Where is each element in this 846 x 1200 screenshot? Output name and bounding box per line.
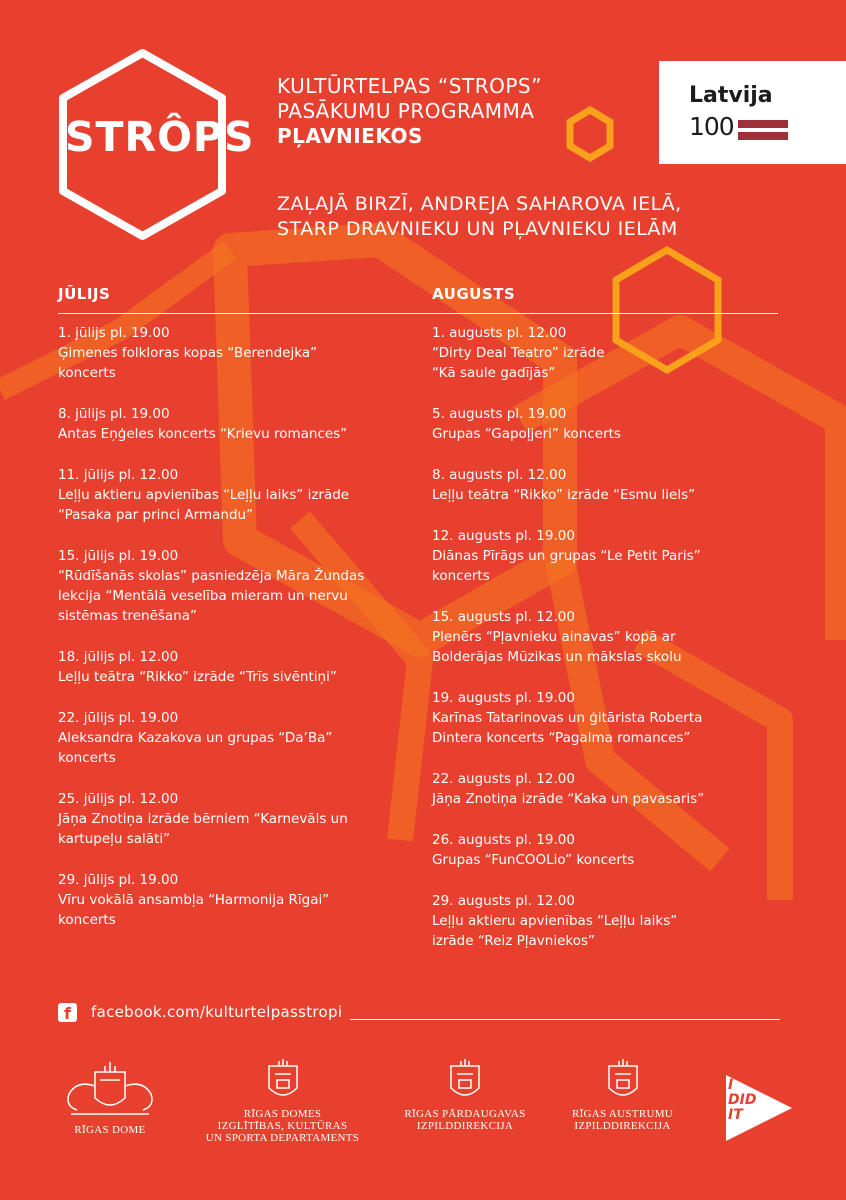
event-date: 8. augusts pl. 12.00 — [432, 467, 567, 483]
event-date: 8. jūlijs pl. 19.00 — [58, 406, 170, 422]
event-item — [58, 870, 423, 930]
strops-logo-text: STRÔPS — [65, 113, 255, 161]
august-events-list — [432, 323, 797, 972]
event-description: kartupeļu salāti” — [58, 831, 171, 847]
event-date: 22. augusts pl. 12.00 — [432, 771, 575, 787]
facebook-icon: f — [58, 1003, 77, 1022]
facebook-row — [58, 1002, 780, 1024]
event-description: koncerts — [58, 750, 116, 766]
event-description: “Rūdīšanās skolas” pasniedzēja Māra Žundas — [58, 568, 365, 584]
page-title — [277, 74, 637, 149]
event-date: 12. augusts pl. 19.00 — [432, 528, 575, 544]
event-description: lekcija “Mentālā veselība mieram un nervu — [58, 588, 348, 604]
address-line-1: ZAĻAJĀ BIRZĪ, ANDREJA SAHAROVA IELĀ, — [277, 193, 682, 215]
sponsor-name-line: RĪGAS DOMES — [243, 1108, 322, 1120]
event-item — [58, 546, 423, 626]
event-description: Grupas “FunCOOLio” koncerts — [432, 852, 635, 868]
event-description: koncerts — [432, 568, 490, 584]
event-description: Aleksandra Kazakova un grupas “Da’Ba” — [58, 730, 333, 746]
sponsor-name-line: IZGLĪTĪBAS, KULTŪRAS — [217, 1120, 348, 1132]
sponsor-pardaugava — [380, 1058, 550, 1132]
event-description: Grupas “Gapoļjeri” koncerts — [432, 426, 621, 442]
event-item — [432, 323, 797, 383]
event-item — [432, 404, 797, 444]
event-date: 22. jūlijs pl. 19.00 — [58, 710, 179, 726]
event-item — [432, 607, 797, 667]
latvian-flag-icon — [738, 120, 788, 141]
event-description: Dintera koncerts “Pagalma romances” — [432, 730, 691, 746]
event-item — [58, 647, 423, 687]
event-item — [58, 789, 423, 849]
address-line-2: STARP DRAVNIEKU UN PĻAVNIEKU IELĀM — [277, 218, 678, 240]
event-date: 26. augusts pl. 19.00 — [432, 832, 575, 848]
event-date: 18. jūlijs pl. 12.00 — [58, 649, 179, 665]
event-item — [432, 465, 797, 505]
event-item — [58, 708, 423, 768]
event-description: Leļļu teātra “Rikko” izrāde “Trīs sivēntiņi” — [58, 669, 337, 685]
event-description: “Dirty Deal Teatro” izrāde — [432, 345, 605, 361]
event-description: “Pasaka par princi Armandu” — [58, 507, 254, 523]
event-item — [58, 404, 423, 444]
column-divider — [58, 313, 778, 314]
event-description: Plenērs “Pļavnieku ainavas” kopā ar — [432, 629, 676, 645]
event-date: 19. augusts pl. 19.00 — [432, 690, 575, 706]
event-description: Jāņa Znotiņa izrāde bērniem “Karnevāls un — [58, 811, 348, 827]
latvija-100-logo — [659, 61, 846, 164]
event-description: koncerts — [58, 912, 116, 928]
event-date: 11. jūlijs pl. 12.00 — [58, 467, 179, 483]
sponsor-riga-dome — [50, 1058, 170, 1136]
august-heading: AUGUSTS — [432, 285, 516, 303]
event-description: Antas Eņģeles koncerts “Krievu romances” — [58, 426, 348, 442]
event-description: Diānas Pīrāgs un grupas “Le Petit Paris” — [432, 548, 701, 564]
event-item — [432, 891, 797, 951]
sponsor-education-dept — [195, 1058, 370, 1144]
event-description: Leļļu aktieru apvienības “Leļļu laiks” izrāde — [58, 487, 350, 503]
event-item — [432, 769, 797, 809]
venue-address — [277, 192, 737, 242]
sponsor-text-education-dept — [195, 1108, 370, 1144]
sponsor-austrumu — [545, 1058, 700, 1132]
event-item — [58, 323, 423, 383]
facebook-link[interactable]: facebook.com/kulturtelpasstropi — [91, 1003, 343, 1021]
event-date: 25. jūlijs pl. 12.00 — [58, 791, 179, 807]
july-events-list — [58, 323, 423, 951]
event-item — [432, 526, 797, 586]
event-date: 5. augusts pl. 19.00 — [432, 406, 567, 422]
event-description: Jāņa Znotiņa izrāde “Kaka un pavasaris” — [432, 791, 705, 807]
event-item — [58, 465, 423, 525]
latvija-number: 100 — [689, 112, 734, 141]
event-date: 15. augusts pl. 12.00 — [432, 609, 575, 625]
event-date: 15. jūlijs pl. 19.00 — [58, 548, 179, 564]
coat-of-arms-icon — [265, 1058, 301, 1104]
coat-of-arms-icon — [447, 1058, 483, 1104]
sponsor-name-line: RĪGAS DOME — [74, 1124, 146, 1136]
event-item — [432, 830, 797, 870]
ididit-logo-text: I DID IT — [728, 1077, 757, 1123]
event-date: 29. augusts pl. 12.00 — [432, 893, 575, 909]
sponsor-name-line: IZPILDDIREKCIJA — [416, 1120, 514, 1132]
latvija-word: Latvija — [689, 83, 773, 108]
event-description: Leļļu aktieru apvienības “Leļļu laiks” — [432, 913, 678, 929]
event-description: koncerts — [58, 365, 116, 381]
footer-rule — [350, 1019, 780, 1020]
event-description: sistēmas trenēšana” — [58, 608, 198, 624]
july-heading: JŪLIJS — [58, 285, 111, 303]
title-line-1: KULTŪRTELPAS “STROPS” — [277, 74, 542, 98]
sponsor-text-pardaugava — [380, 1108, 550, 1132]
sponsor-name-line: RĪGAS AUSTRUMU — [571, 1108, 674, 1120]
sponsor-name-line: RĪGAS PĀRDAUGAVAS — [404, 1108, 526, 1120]
event-description: “Kā saule gadījās” — [432, 365, 556, 381]
title-line-3: PĻAVNIEKOS — [277, 124, 423, 148]
event-description: Ģimenes folkloras kopas “Berendejka” — [58, 345, 318, 361]
event-date: 29. jūlijs pl. 19.00 — [58, 872, 179, 888]
event-description: Bolderājas Mūzikas un mākslas skolu — [432, 649, 682, 665]
event-description: Karīnas Tatarinovas un ģitārista Roberta — [432, 710, 703, 726]
event-item — [432, 688, 797, 748]
event-description: Vīru vokālā ansambļa “Harmonija Rīgai” — [58, 892, 330, 908]
sponsor-name-line: UN SPORTA DEPARTAMENTS — [205, 1132, 360, 1144]
riga-coat-of-arms-icon — [55, 1058, 165, 1120]
sponsor-name-line: IZPILDDIREKCIJA — [574, 1120, 671, 1132]
title-line-2: PASĀKUMU PROGRAMMA — [277, 99, 535, 123]
event-date: 1. augusts pl. 12.00 — [432, 325, 567, 341]
coat-of-arms-icon — [605, 1058, 641, 1104]
sponsor-text-riga-dome — [50, 1124, 170, 1136]
sponsor-text-austrumu — [545, 1108, 700, 1132]
event-description: izrāde “Reiz Pļavniekos” — [432, 933, 596, 949]
event-date: 1. jūlijs pl. 19.00 — [58, 325, 170, 341]
event-description: Leļļu teātra “Rikko” izrāde “Esmu liels” — [432, 487, 696, 503]
